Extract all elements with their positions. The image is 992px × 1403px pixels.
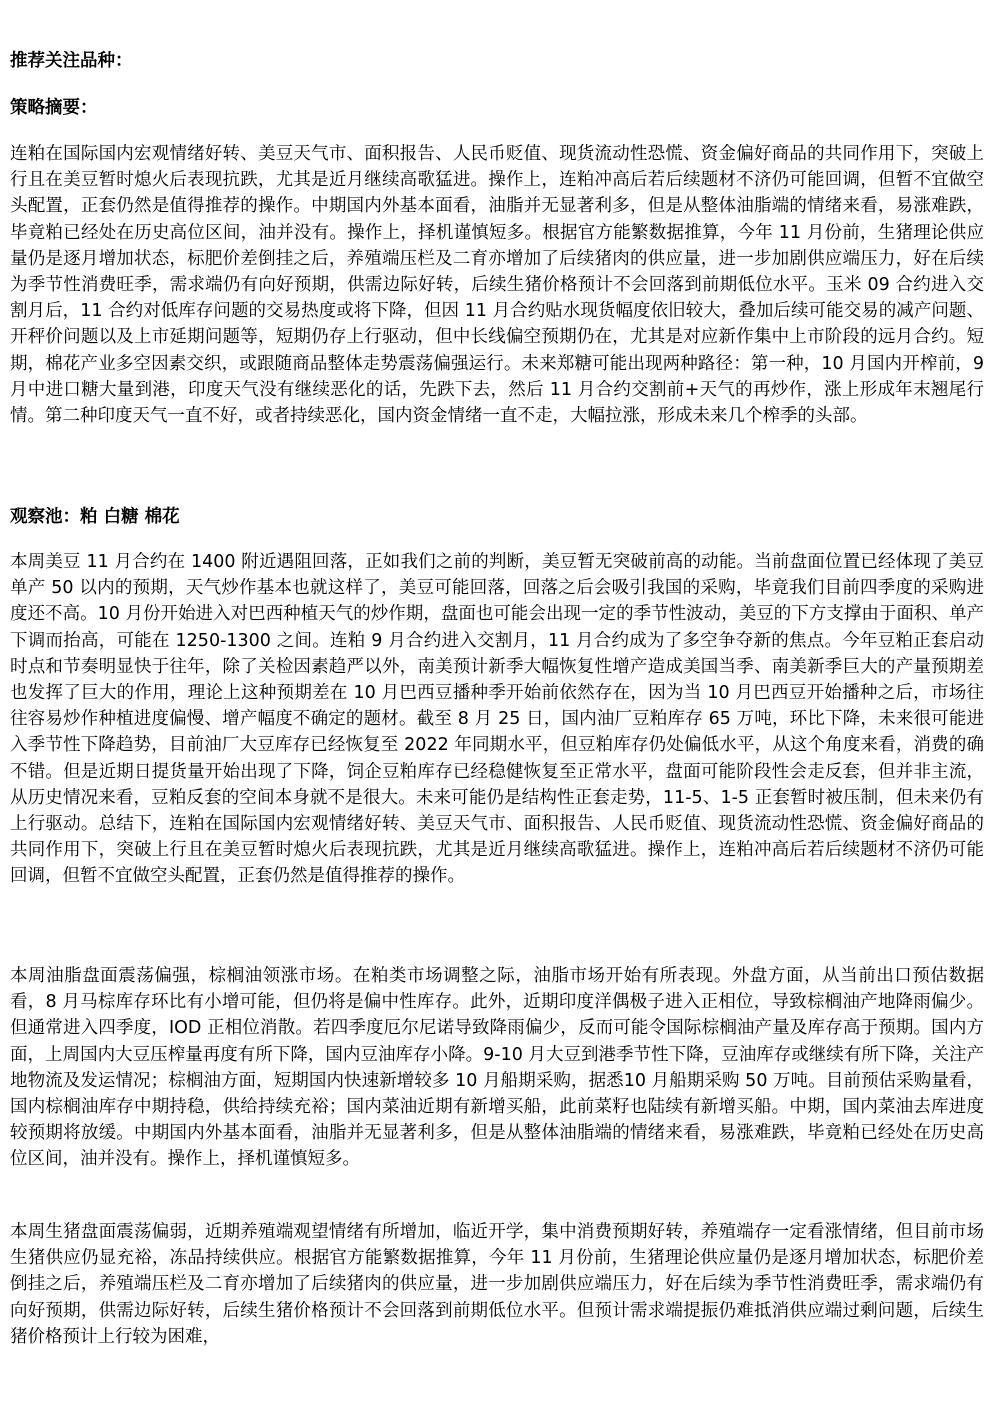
strategy-summary-heading: 策略摘要：: [10, 98, 98, 118]
oils-paragraph: 本周油脂盘面震荡偏强，棕榈油领涨市场。在粕类市场调整之际，油脂市场开始有所表现。外盘方面，从当前出口预估数据看，8 月马棕库存环比有小增可能，但仍将是偏中性库存。此外，近期印度洋偶极子进入正相位，导致棕榈油产地降雨偏少。但通常进入四季度，IOD 正相位消散。若四季度厄尔尼诺导致降雨偏少，反而可能令国际棕榈油产量及库存高于预期。国内方面，上周国内大豆压榨量再度有所下降，国内豆油库存小降。9-10 月大豆到港季节性下降，豆油库存或继续有所下降，关注产地物流及发运情况；棕榈油方面，短期国内快速新增较多 10 月船期采购，据悉10 月船期采购 50 万吨。目前预估采购量看，国内棕榈油库存中期持稳，供给持续充裕；国内菜油近期有新增买船，此前菜籽也陆续有新增买船。中期，国内菜油去库进度较预期将放缓。中期国内外基本面看，油脂并无显著利多，但是从整体油脂端的情绪来看，易涨难跌，毕竟粕已经处在历史高位区间，油并没有。操作上，择机谨慎短多。: [10, 966, 984, 1170]
soybean-meal-paragraph: 本周美豆 11 月合约在 1400 附近遇阻回落，正如我们之前的判断，美豆暂无突破前高的动能。当前盘面位置已经体现了美豆单产 50 以内的预期，天气炒作基本也就这样了，美豆可能回落，回落之后会吸引我国的采购，毕竟我们目前四季度的采购进度还不高。10 月份开始进入对巴西种植天气的炒作期，盘面也可能会出现一定的季节性波动，美豆的下方支撑由于面积、单产下调而抬高，可能在 1250-1300 之间。连粕 9 月合约进入交割月，11 月合约成为了多空争夺新的焦点。今年豆粕正套启动时点和节奏明显快于往年，除了关检因素趋严以外，南美预计新季大幅恢复性增产造成美国当季、南美新季巨大的产量预期差也发挥了巨大的作用，理论上这种预期差在 10 月巴西豆播种季开始前依然存在，因为当 10 月巴西豆开始播种之后，市场往往容易炒作种植进度偏慢、增产幅度不确定的题材。截至 8 月 25 日，国内油厂豆粕库存 65 万吨，环比下降，未来很可能进入季节性下降趋势，目前油厂大豆库存已经恢复至 2022 年同期水平，但豆粕库存仍处偏低水平，从这个角度来看，消费的确不错。但是近期日提货量开始出现了下降，饲企豆粕库存已经稳健恢复至正常水平，盘面可能阶段性会走反套，但并非主流，从历史情况来看，豆粕反套的空间本身就不是很大。未来可能仍是结构性正套走势，11-5、1-5 正套暂时被压制，但未来仍有上行驱动。总结下，连粕在国际国内宏观情绪好转、美豆天气市、面积报告、人民币贬值、现货流动性恐慌、资金偏好商品的共同作用下，突破上行且在美豆暂时熄火后表现抗跌，尤其是近月继续高歌猛进。操作上，连粕冲高后若后续题材不济仍可能回调，但暂不宜做空头配置，正套仍然是值得推荐的操作。: [10, 552, 984, 887]
hogs-paragraph: 本周生猪盘面震荡偏弱，近期养殖端观望情绪有所增加，临近开学，集中消费预期好转，养殖端存一定看涨情绪，但目前市场生猪供应仍显充裕，冻品持续供应。根据官方能繁数据推算，今年 11 月份前，生猪理论供应量仍是逐月增加状态，标肥价差倒挂之后，养殖端压栏及二育亦增加了后续猪肉的供应量，进一步加剧供应端压力，好在后续为季节性消费旺季，需求端仍有向好预期，供需边际好转，后续生猪价格预计不会回落到前期低位水平。但预计需求端提振仍难抵消供应端过剩问题，后续生猪价格预计上行较为困难，: [10, 1222, 984, 1347]
recommended-varieties-heading: 推荐关注品种：: [10, 51, 133, 71]
watchlist-heading: 观察池：粕 白糖 棉花: [10, 507, 180, 527]
strategy-summary-paragraph: 连粕在国际国内宏观情绪好转、美豆天气市、面积报告、人民币贬值、现货流动性恐慌、资金偏好商品的共同作用下，突破上行且在美豆暂时熄火后表现抗跌，尤其是近月继续高歌猛进。操作上，连粕冲高后若后续题材不济仍可能回调，但暂不宜做空头配置，正套仍然是值得推荐的操作。中期国内外基本面看，油脂并无显著利多，但是从整体油脂端的情绪来看，易涨难跌，毕竟粕已经处在历史高位区间，油并没有。操作上，择机谨慎短多。根据官方能繁数据推算，今年 11 月份前，生猪理论供应量仍是逐月增加状态，标肥价差倒挂之后，养殖端压栏及二育亦增加了后续猪肉的供应量，进一步加剧供应端压力，好在后续为季节性消费旺季，需求端仍有向好预期，供需边际好转，后续生猪价格预计不会回落到前期低位水平。玉米 09 合约进入交割月后，11 合约对低库存问题的交易热度或将下降，但因 11 月合约贴水现货幅度依旧较大，叠加后续可能交易的减产问题、开秤价问题以及上市延期问题等，短期仍存上行驱动，但中长线偏空预期仍在，尤其是对应新作集中上市阶段的远月合约。短期，棉花产业多空因素交织，或跟随商品整体走势震荡偏强运行。未来郑糖可能出现两种路径：第一种，10 月国内开榨前，9 月中进口糖大量到港，印度天气没有继续恶化的话，先跌下去，然后 11 月合约交割前+天气的再炒作，涨上形成年末翘尾行情。第二种印度天气一直不好，或者持续恶化，国内资金情绪一直不走，大幅拉涨，形成未来几个榨季的头部。: [10, 144, 984, 427]
